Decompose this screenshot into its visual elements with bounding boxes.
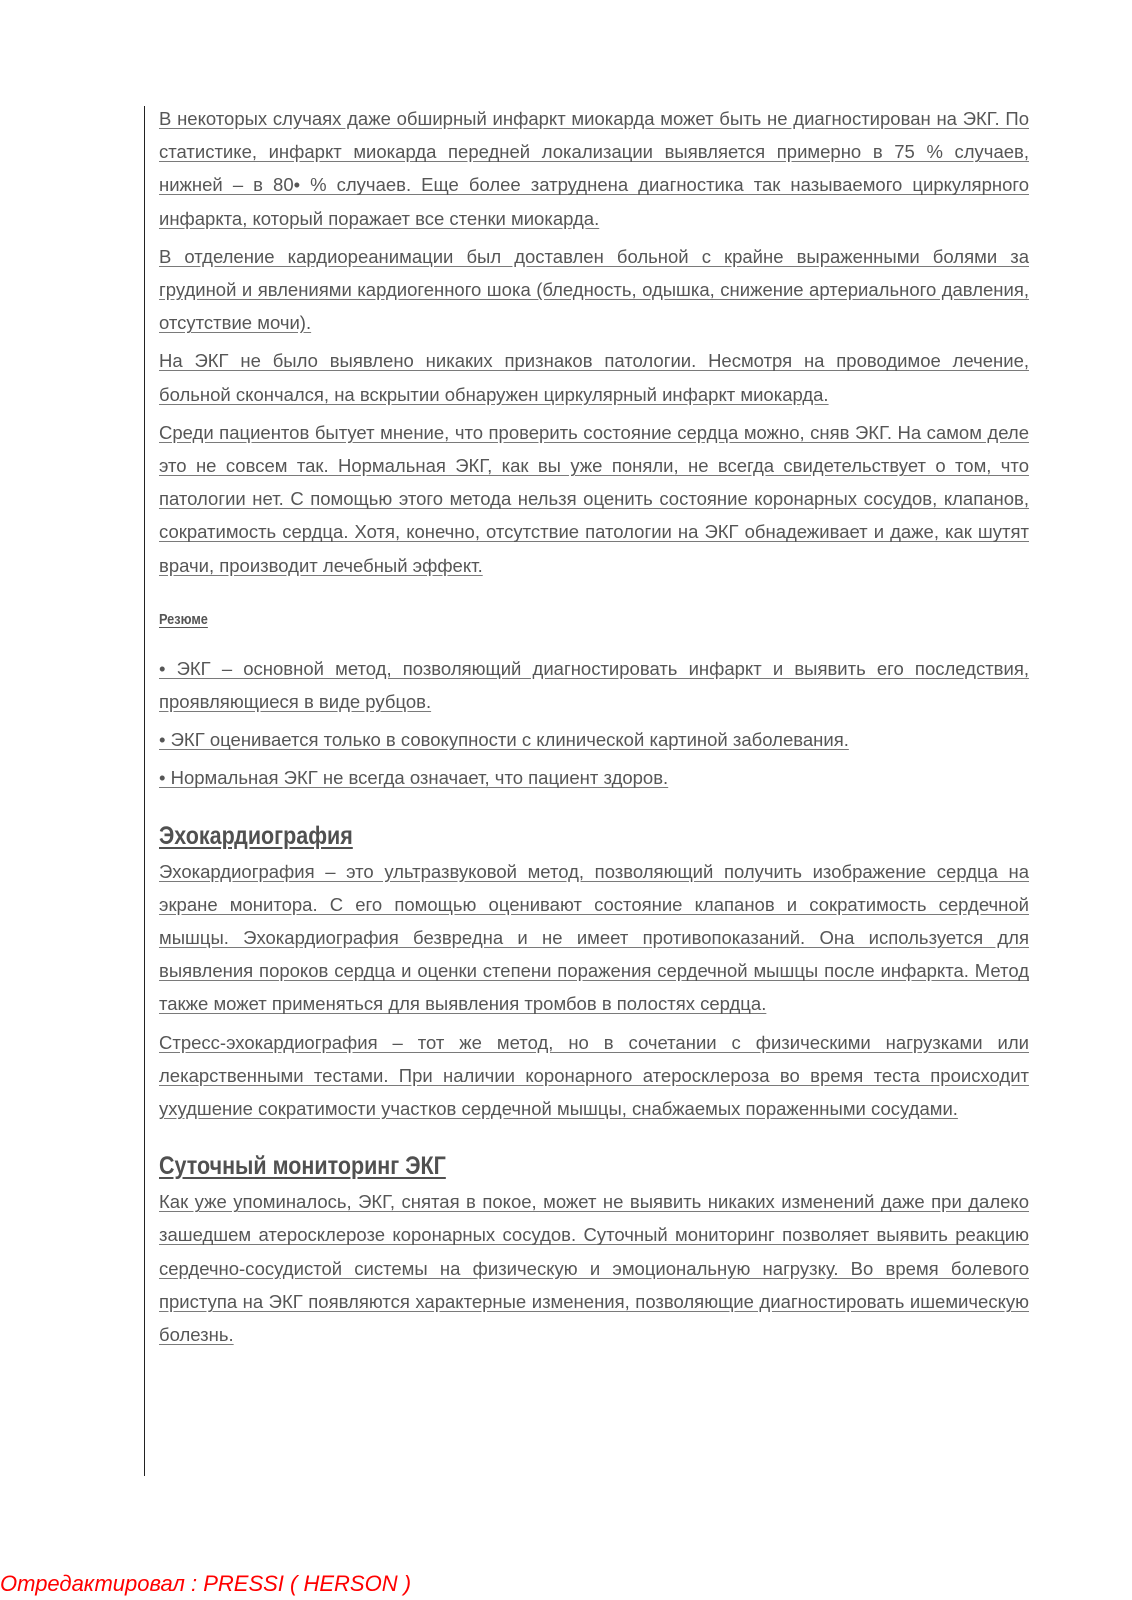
- paragraph-case-outcome: На ЭКГ не было выявлено никаких признаков патологии. Несмотря на проводимое лечение, больной скончался, на вскрытии обнаружен циркулярный инфаркт миокарда.: [159, 350, 1029, 405]
- summary-item: • Нормальная ЭКГ не всегда означает, что пациент здоров.: [159, 767, 669, 789]
- paragraph-stress-echo: Стресс-эхокардиография – тот же метод, но в сочетании с физическими нагрузками или лекарственными тестами. При наличии коронарного атеросклероза во время теста происходит ухудшение сократимости участков сердечной мышцы, снабжаемых пораженными сосудами.: [159, 1031, 1029, 1120]
- summary-title: Резюме: [159, 610, 208, 628]
- paragraph-case-admission: В отделение кардиореанимации был доставлен больной с крайне выраженными болями за грудиной и явлениями кардиогенного шока (бледность, одышка, снижение артериального давления, отсутствие мочи).: [159, 245, 1029, 334]
- article-body: [159, 102, 1029, 1356]
- paragraph-holter-description: Как уже упоминалось, ЭКГ, снятая в покое, может не выявить никаких изменений даже при далеко зашедшем атеросклерозе коронарных сосудов. Суточный мониторинг позволяет выявить реакцию сердечно-сосудистой системы на физическую и эмоциональную нагрузку. Во время болевого приступа на ЭКГ появляются характерные изменения, позволяющие диагностировать ишемическую болезнь.: [159, 1191, 1029, 1346]
- margin-rule: [144, 106, 145, 1476]
- summary-item: • ЭКГ – основной метод, позволяющий диагностировать инфаркт и выявить его последствия, проявляющиеся в виде рубцов.: [159, 657, 1029, 713]
- paragraph-diagnosis-stats: В некоторых случаях даже обширный инфаркт миокарда может быть не диагностирован на ЭКГ. По статистике, инфаркт миокарда передней локализации выявляется примерно в 75 % случаев, нижней – в 80• % случаев. Еще более затруднена диагностика так называемого циркулярного инфаркта, который поражает все стенки миокарда.: [159, 108, 1029, 229]
- editor-credit: Отредактировал : PRESSI ( HERSON ): [0, 1571, 412, 1596]
- section-title-echocardiography: Эхокардиография: [159, 821, 353, 850]
- paragraph-ecg-opinion: Среди пациентов бытует мнение, что проверить состояние сердца можно, сняв ЭКГ. На самом деле это не совсем так. Нормальная ЭКГ, как вы уже поняли, не всегда свидетельствует о том, что патологии нет. С помощью этого метода нельзя оценить состояние коронарных сосудов, клапанов, сократимость сердца. Хотя, конечно, отсутствие патологии на ЭКГ обнадеживает и даже, как шутят врачи, производит лечебный эффект.: [159, 421, 1029, 576]
- paragraph-echo-description: Эхокардиография – это ультразвуковой метод, позволяющий получить изображение сердца на экране монитора. С его помощью оценивают состояние клапанов и сократимость сердечной мышцы. Эхокардиография безвредна и не имеет противопоказаний. Она используется для выявления пороков сердца и оценки степени поражения сердечной мышцы после инфаркта. Метод также может применяться для выявления тромбов в полостях сердца.: [159, 860, 1029, 1015]
- section-title-holter: Суточный мониторинг ЭКГ: [159, 1152, 446, 1181]
- summary-item: • ЭКГ оценивается только в совокупности с клинической картиной заболевания.: [159, 729, 849, 751]
